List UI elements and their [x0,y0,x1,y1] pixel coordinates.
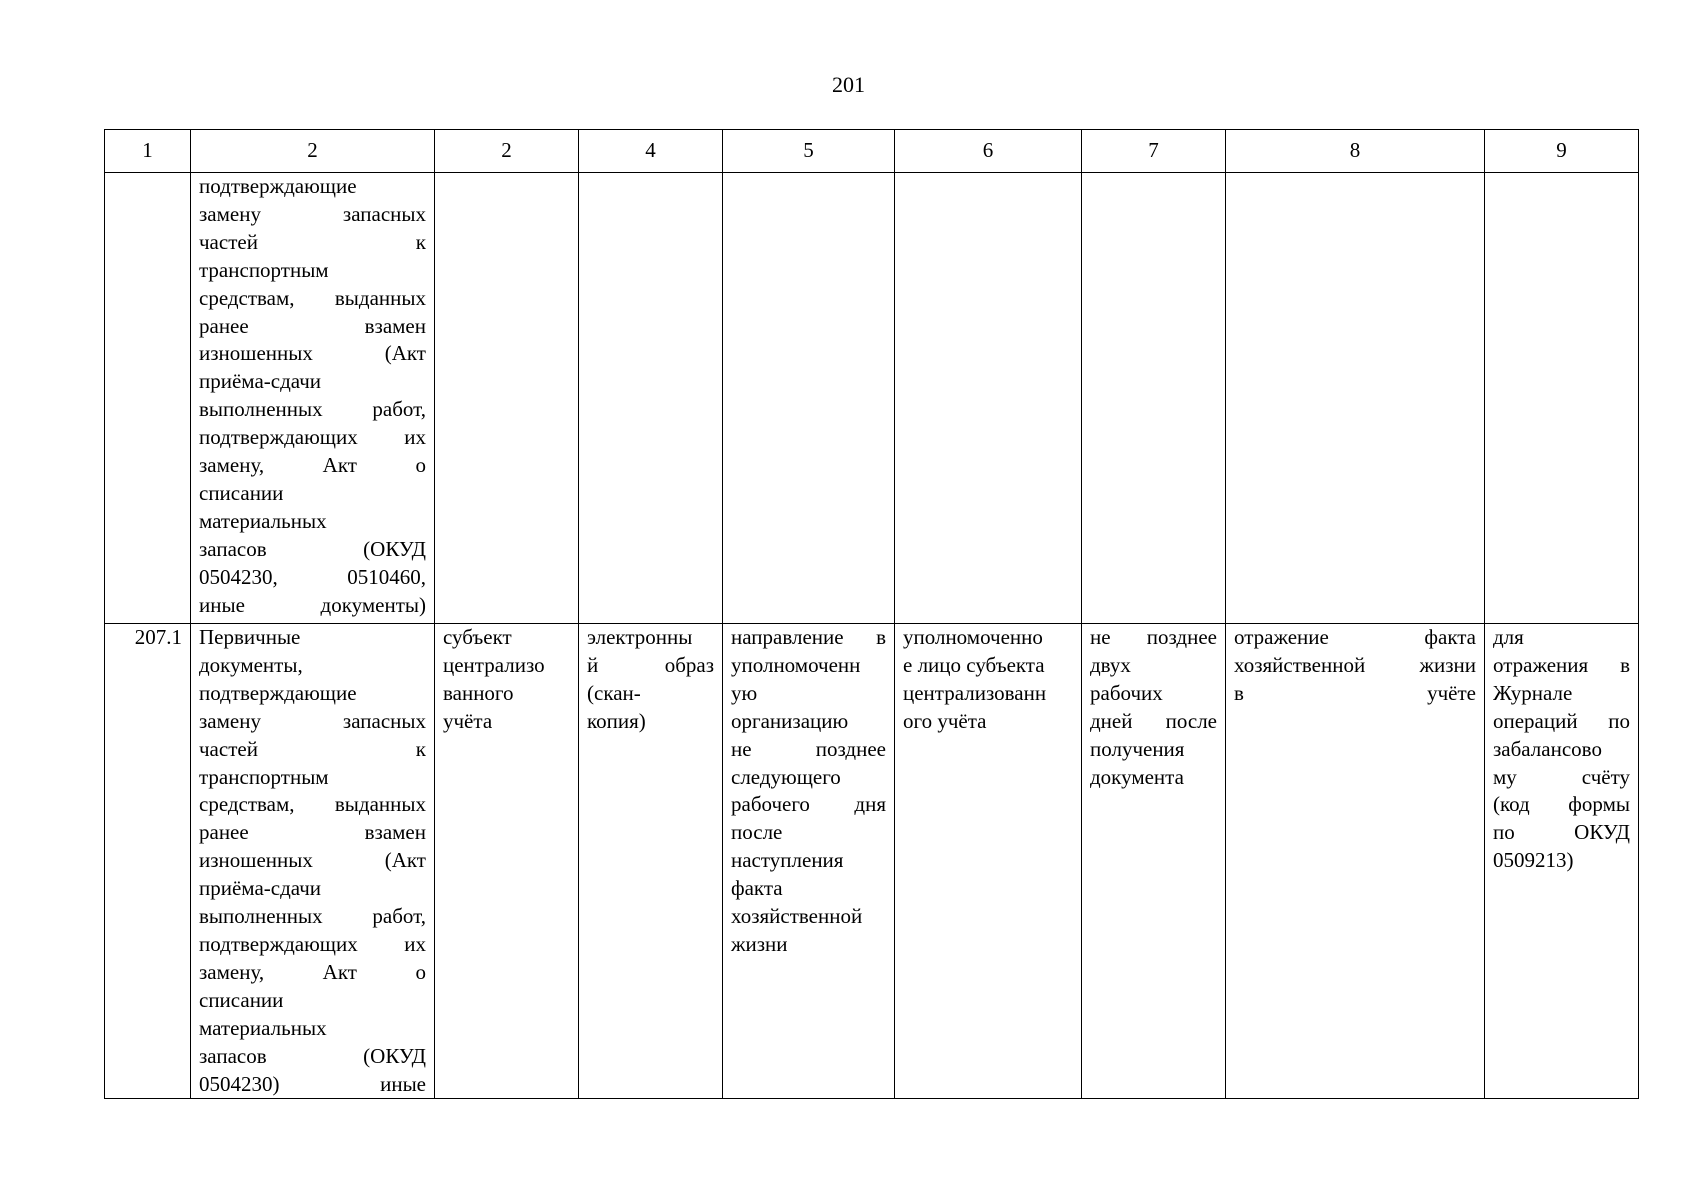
cell-line: замену запасных [199,201,426,226]
cell-line: подтверждающие [199,680,357,705]
cell-line: средствам, выданных [199,285,426,310]
register-cell [1485,173,1639,624]
purpose-cell [1226,624,1485,1099]
cell-line: в учёте [1234,680,1476,705]
document-table [104,129,1639,1099]
page-number: 201 [832,72,865,97]
cell-line: е лицо субъекта [903,652,1045,677]
lines [587,624,714,736]
cell-line: замену, Акт о [199,959,426,984]
header-cell-col5: 5 [723,130,895,173]
cell-line: (код формы [1493,792,1630,817]
cell-line: рабочих [1090,680,1163,705]
cell-line: уполномоченно [903,625,1043,649]
cell-line: не позднее [1090,625,1217,649]
cell-line: документа [1090,764,1184,789]
cell-line: ранее взамен [199,313,426,338]
cell-line: Журнале [1493,680,1573,705]
header-cell-col8: 8 [1226,130,1485,173]
cell-line: операций по [1493,708,1630,733]
document-description-cell [191,624,435,1099]
cell-line: подтверждающих их [199,425,426,450]
cell-line: ую [731,680,758,705]
cell-line: 0504230) иные [199,1071,426,1096]
lines [1493,624,1630,875]
cell-line: му счёту [1493,764,1630,789]
cell-line: транспортным [199,257,329,282]
purpose-cell [1226,173,1485,624]
cell-line: копия) [587,708,646,733]
cell-line: следующего [731,764,841,789]
cell-line: запасов (ОКУД [199,536,426,561]
table-row [105,624,1639,1099]
cell-line: централизованн [903,680,1047,705]
cell-line: подтверждающих их [199,931,426,956]
cell-line: уполномоченн [731,652,861,677]
cell-line: (скан- [587,680,641,705]
header-cell-col3: 2 [435,130,579,173]
deadline-cell [1082,173,1226,624]
header-cell-col2: 2 [191,130,435,173]
cell-line: рабочего дня [731,792,886,817]
cell-line: Первичные [199,625,301,649]
lines [199,173,426,620]
cell-line: выполненных работ, [199,397,426,422]
cell-line: изношенных (Акт [199,848,426,873]
deadline-cell [1082,624,1226,1099]
cell-line: й образ [587,652,714,677]
lines [1234,624,1476,708]
executor-cell [895,624,1082,1099]
header-cell-col4: 4 [579,130,723,173]
responsible-subject-cell [435,173,579,624]
document-form-cell [579,173,723,624]
transfer-procedure-cell [723,624,895,1099]
header-cell-col7: 7 [1082,130,1226,173]
cell-line: приёма-сдачи [199,369,322,394]
lines [443,624,570,736]
cell-line: изношенных (Акт [199,341,426,366]
transfer-procedure-cell [723,173,895,624]
register-cell [1485,624,1639,1099]
cell-line: получения [1090,736,1185,761]
cell-line: хозяйственной [731,904,863,929]
cell-line: ого учёта [903,708,987,733]
cell-line: ванного [443,680,514,705]
executor-cell [895,173,1082,624]
document-form-cell [579,624,723,1099]
cell-line: учёта [443,708,493,733]
cell-line: электронны [587,625,693,649]
cell-line: для [1493,625,1524,649]
cell-line: запасов (ОКУД [199,1043,426,1068]
cell-line: замену, Акт о [199,453,426,478]
row-number-cell: 207.1 [105,624,191,1099]
cell-line: факта [731,876,783,901]
cell-line: транспортным [199,764,329,789]
header-cell-col1: 1 [105,130,191,173]
cell-line: средствам, выданных [199,792,426,817]
table-header-row [105,130,1639,173]
cell-line: направление в [731,625,886,649]
table-row [105,173,1639,624]
cell-line: централизо [443,652,545,677]
document-description-cell [191,173,435,624]
cell-line: ранее взамен [199,820,426,845]
cell-line: двух [1090,652,1131,677]
cell-line: не позднее [731,736,886,761]
cell-line: отражение факта [1234,625,1476,649]
cell-line: по ОКУД [1493,820,1630,845]
lines [1090,624,1217,791]
cell-line: наступления [731,848,844,873]
cell-line: материальных [199,508,327,533]
cell-line: выполненных работ, [199,904,426,929]
cell-line: материальных [199,1015,327,1040]
cell-line: списании [199,480,284,505]
cell-line: документы, [199,652,303,677]
cell-line: частей к [199,736,426,761]
row-number-cell [105,173,191,624]
cell-line: дней после [1090,708,1217,733]
lines [731,624,886,959]
cell-line: приёма-сдачи [199,876,322,901]
lines [199,624,426,1098]
cell-line: 0509213) [1493,848,1574,873]
cell-line: подтверждающие [199,174,357,198]
cell-line: забалансово [1493,736,1602,761]
cell-line: списании [199,987,284,1012]
cell-line: жизни [731,931,788,956]
cell-line: иные документы) [199,592,426,617]
cell-line: организацию [731,708,849,733]
responsible-subject-cell [435,624,579,1099]
cell-line: замену запасных [199,708,426,733]
cell-line: после [731,820,783,845]
cell-line: хозяйственной жизни [1234,652,1476,677]
header-cell-col6: 6 [895,130,1082,173]
cell-line: субъект [443,625,512,649]
header-cell-col9: 9 [1485,130,1639,173]
lines [903,624,1073,736]
cell-line: частей к [199,229,426,254]
cell-line: 0504230, 0510460, [199,564,426,589]
cell-line: отражения в [1493,652,1630,677]
